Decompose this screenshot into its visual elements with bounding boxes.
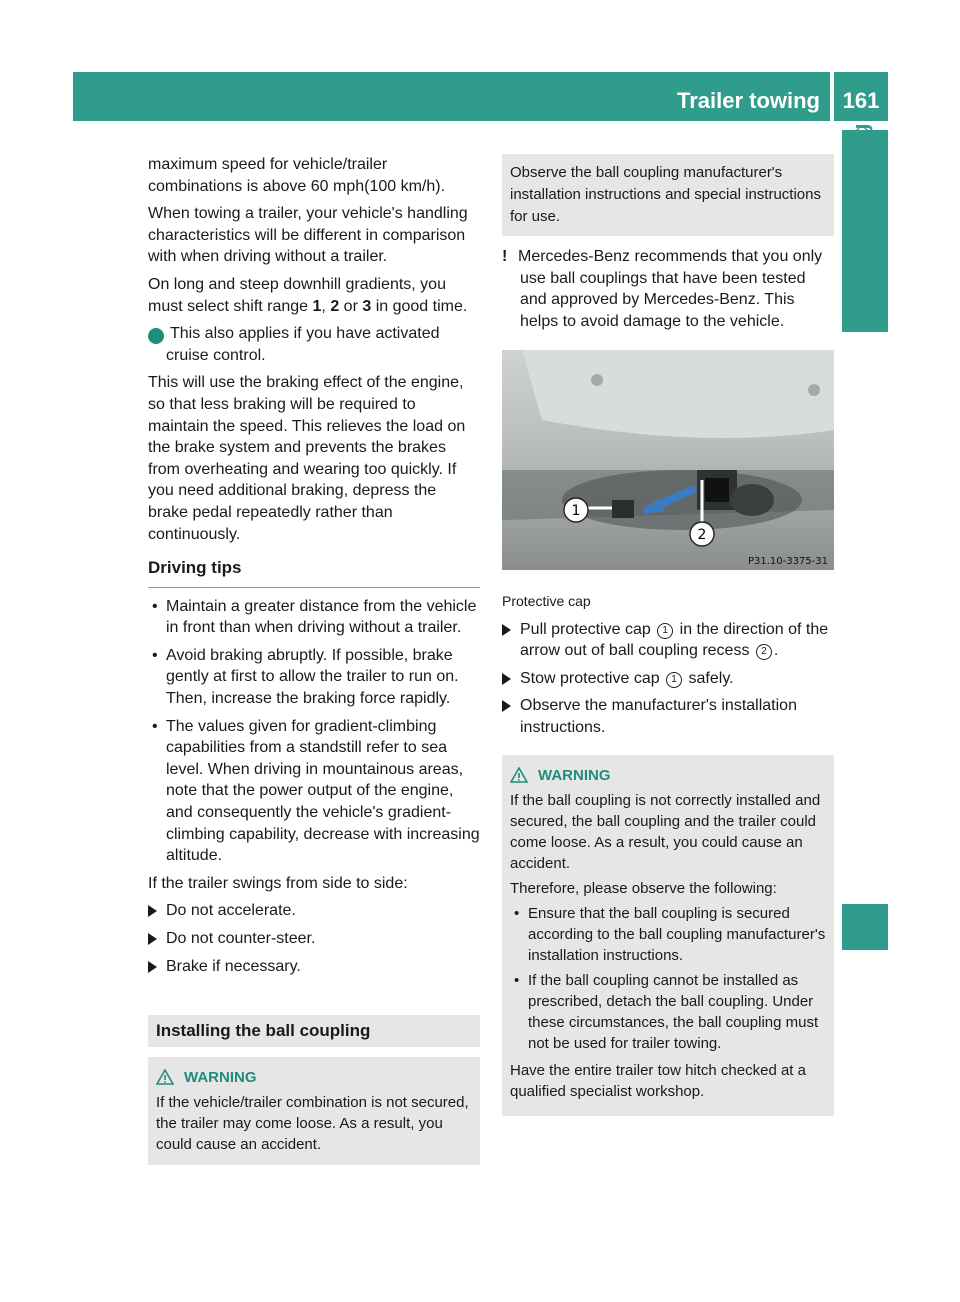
paragraph: This will use the braking effect of the engine, so that less braking will be required to maintain the speed. This relieves the load on the brake system and prevents the brakes from overheating and wearing too quickly. If you need additional braking, depress the brake pedal repeatedly rather than continuously. [148, 374, 466, 543]
step-arrow-icon [148, 905, 157, 917]
paragraph: When towing a trailer, your vehicle's handling characteristics will be different in comparison with when driving without a trailer. [148, 205, 468, 266]
tips-list [148, 596, 480, 867]
caution-icon: ! [502, 248, 508, 265]
info-icon: i [148, 328, 164, 344]
left-column [144, 154, 480, 1165]
step-item [502, 619, 834, 662]
section-title: Installing the ball coupling [148, 1015, 480, 1047]
step-text: Observe the manufacturer's installation instructions. [520, 697, 797, 736]
step-text: Do not accelerate. [166, 902, 296, 920]
warning-title-text: WARNING [538, 766, 611, 784]
list-item: • Ensure that the ball coupling is secured according to the ball coupling manufacturer's installation instructions. [510, 903, 826, 966]
callout-ref-1: 1 [666, 672, 682, 688]
warning-text: If the ball coupling is not correctly installed and secured, the ball coupling and the trailer could come loose. As a result, you could cause an accident. [510, 791, 821, 872]
paragraph [148, 274, 480, 317]
side-tab-marker [842, 904, 888, 950]
warning-triangle-icon [510, 767, 528, 783]
shift-range-3: 3 [362, 297, 372, 315]
text: or [339, 297, 363, 315]
paragraph: maximum speed for vehicle/trailer combinations is above 60 mph(100 km/h). [148, 156, 446, 195]
list-item: • Avoid braking abruptly. If possible, brake gently at first to allow the trailer to run on. Then, increase the braking force rapidly. [148, 645, 480, 710]
shift-range-2: 2 [330, 297, 340, 315]
warning-text: Have the entire trailer tow hitch checked at a qualified specialist workshop. [510, 1061, 806, 1100]
caution-note [502, 246, 834, 332]
warning-title [510, 765, 826, 786]
page-number: 161 [842, 88, 880, 113]
warning-triangle-icon [156, 1069, 174, 1085]
removal-steps [502, 619, 834, 739]
figure-caption: Protective cap [502, 592, 591, 609]
side-label: Driving and parking [848, 123, 873, 330]
warning-title-text: WARNING [184, 1068, 257, 1086]
text: , [321, 297, 331, 315]
step-item [148, 900, 480, 922]
right-column [502, 154, 834, 1116]
step-arrow-icon [148, 933, 157, 945]
warning-box [148, 1057, 480, 1165]
list-item: • If the ball coupling cannot be installed as prescribed, detach the ball coupling. Under these circumstances, the ball coupling must not be used for trailer towing. [510, 970, 826, 1054]
shift-range-1: 1 [312, 297, 322, 315]
list-item: • Maintain a greater distance from the vehicle in front than when driving without a trailer. [148, 596, 480, 639]
warning-text: If the vehicle/trailer combination is not secured, the trailer may come loose. As a result, you could cause an accident. [156, 1093, 469, 1153]
step-arrow-icon [502, 673, 511, 685]
callout-ref-1: 1 [657, 623, 673, 639]
callout-ref-2: 2 [756, 644, 772, 660]
warning-text: Therefore, please observe the following: [510, 879, 777, 897]
text: in good time. [371, 297, 468, 315]
text: Stow protective cap [520, 669, 665, 687]
info-note [144, 323, 480, 366]
step-item [502, 668, 834, 690]
step-arrow-icon [502, 624, 511, 636]
ball-coupling-photo [502, 350, 834, 570]
info-text: This also applies if you have activated cruise control. [166, 325, 440, 364]
figure-code: P31.10-3375-31 [747, 556, 828, 568]
text: safely. [684, 669, 734, 687]
section-heading: Driving tips [148, 557, 480, 588]
text: On long and steep downhill gradients, you must select shift range [148, 275, 446, 315]
callout-2: 2 [697, 527, 707, 544]
step-text: Do not counter-steer. [166, 930, 316, 947]
paragraph: If the trailer swings from side to side: [148, 874, 408, 892]
warning-title [156, 1067, 472, 1088]
step-item [502, 695, 834, 738]
callout-1: 1 [571, 503, 581, 520]
swing-steps [148, 900, 480, 977]
step-text: Brake if necessary. [166, 957, 301, 975]
step-arrow-icon [502, 700, 511, 712]
text: . [773, 642, 779, 660]
text: Pull protective cap [520, 620, 656, 638]
step-item [148, 956, 480, 978]
warning-box [502, 755, 834, 1116]
caution-text: Mercedes-Benz recommends that you only use ball couplings that have been tested and approved by Mercedes-Benz. This helps to avoid damage to the vehicle. [518, 248, 823, 330]
text: in the direction of the arrow out of ball coupling recess [520, 620, 829, 660]
step-item [148, 928, 480, 950]
step-arrow-icon [148, 961, 157, 973]
warning-bullets [510, 903, 826, 1054]
header-title: Trailer towing [676, 88, 820, 113]
note-box: Observe the ball coupling manufacturer's installation instructions and special instructions for use. [502, 154, 834, 236]
list-item: • The values given for gradient-climbing capabilities from a standstill refer to sea level. When driving in mountainous areas, note that the power output of the engine, and consequently the vehicle's gradient-climbing capability, decrease with increasing altitude. [148, 716, 480, 867]
